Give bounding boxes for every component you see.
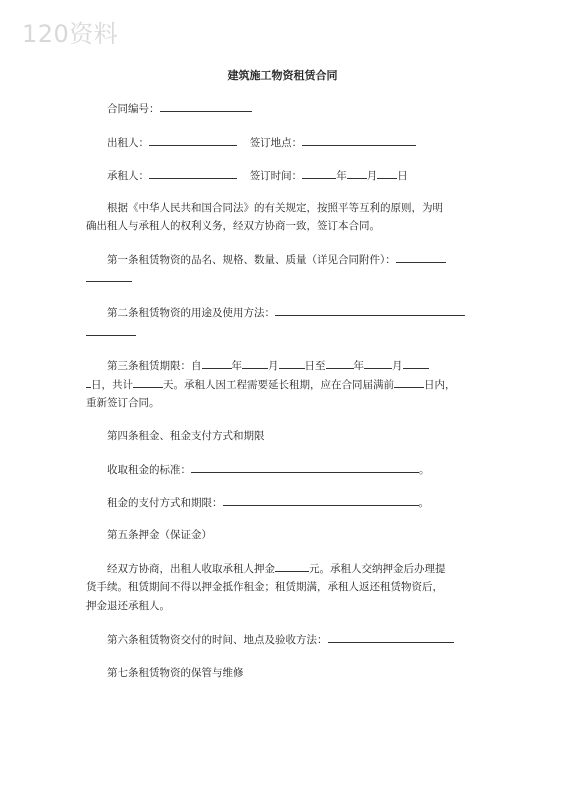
month-char: 月 xyxy=(366,170,378,182)
article-3-line-3: 重新签订合同。 xyxy=(86,397,160,409)
article-6-blank xyxy=(328,631,454,643)
sign-time-label: 签订时间： xyxy=(249,170,303,182)
lessor-line xyxy=(86,134,511,151)
art3-extend-days-blank xyxy=(394,376,424,388)
article-3-line-2 xyxy=(86,376,490,393)
deposit-line-1 xyxy=(86,560,511,577)
rent-standard-line xyxy=(86,461,511,478)
article-3-text-b: 日，共计 xyxy=(91,379,133,391)
art3-from-month-blank xyxy=(242,357,268,369)
watermark-text: 120资料 xyxy=(22,20,119,48)
article-6-text: 第六条租赁物资交付的时间、地点及验收方法： xyxy=(107,634,328,646)
art3-from-day-blank xyxy=(279,357,305,369)
article-2-blank-2 xyxy=(86,324,136,336)
deposit-text-b: 元。承租人交纳押金后办理提 xyxy=(309,563,446,575)
article-1-cont xyxy=(86,270,490,287)
article-2-cont xyxy=(86,324,490,341)
article-1 xyxy=(86,251,511,268)
sign-month-blank xyxy=(347,167,367,179)
article-4-heading: 第四条租金、租金支付方式和期限 xyxy=(107,430,265,442)
deposit-line-2: 货手续。租赁期间不得以押金抵作租金；租赁期满，承租人返还租赁物资后， xyxy=(86,581,443,593)
lessor-blank xyxy=(149,134,237,146)
lessor-label: 出租人： xyxy=(107,137,149,149)
year-char: 年 xyxy=(336,170,347,182)
rent-payment-line xyxy=(86,494,511,511)
rent-standard-blank xyxy=(191,461,419,473)
article-2-text: 第二条租赁物资的用途及使用方法： xyxy=(107,307,275,319)
art3-to-day-blank xyxy=(403,357,429,369)
day-char: 日 xyxy=(397,170,408,182)
rent-payment-blank xyxy=(223,494,419,506)
article-2-blank xyxy=(275,304,465,316)
intro-line-2: 确出租人与承租人的权利义务，经双方协商一致，签订本合同。 xyxy=(86,220,380,232)
rent-payment-label: 租金的支付方式和期限： xyxy=(107,497,223,509)
article-3-text-d: 日内， xyxy=(424,379,456,391)
art3-from-year-blank xyxy=(202,357,232,369)
article-1-blank xyxy=(396,251,446,263)
article-6 xyxy=(86,631,511,648)
sign-year-blank xyxy=(302,167,336,179)
document-title: 建筑施工物资租赁合同 xyxy=(227,69,338,82)
art3-to: 日至 xyxy=(304,360,326,372)
sign-day-blank xyxy=(377,167,397,179)
sign-place-label: 签订地点： xyxy=(249,137,303,149)
sign-place-blank xyxy=(302,134,416,146)
lessee-label: 承租人： xyxy=(107,170,149,182)
lessee-blank xyxy=(149,167,237,179)
contract-number-label: 合同编号： xyxy=(107,103,160,115)
deposit-amount-blank xyxy=(275,560,309,572)
article-3-text-c: 天。承租人因工程需要延长租期，应在合同届满前 xyxy=(163,379,394,391)
lessee-line xyxy=(86,167,511,184)
period-2: 。 xyxy=(418,497,429,509)
article-1-blank-2 xyxy=(86,270,132,282)
article-1-text: 第一条租赁物资的品名、规格、数量、质量（详见合同附件）： xyxy=(107,254,396,266)
art3-year-2: 年 xyxy=(353,360,364,372)
art3-to-month-blank xyxy=(364,357,392,369)
contract-number-line xyxy=(86,100,511,117)
art3-year-1: 年 xyxy=(231,360,242,372)
article-2 xyxy=(86,304,511,321)
deposit-text-a: 经双方协商，出租人收取承租人押金 xyxy=(107,563,275,575)
article-3 xyxy=(86,357,511,374)
article-7-heading: 第七条租赁物资的保管与维修 xyxy=(107,667,244,679)
article-5-heading: 第五条押金（保证金） xyxy=(107,529,212,541)
intro-line-1: 根据《中华人民共和国合同法》的有关规定，按照平等互利的原则，为明 xyxy=(107,202,443,214)
deposit-line-3: 押金退还承租人。 xyxy=(86,600,170,612)
contract-number-blank xyxy=(160,100,252,112)
art3-days-blank xyxy=(133,376,163,388)
rent-standard-label: 收取租金的标准： xyxy=(107,464,191,476)
art3-month-1: 月 xyxy=(268,360,279,372)
article-3-text-a: 第三条租赁期限：自 xyxy=(107,360,202,372)
art3-to-year-blank xyxy=(326,357,354,369)
art3-month-2: 月 xyxy=(392,360,403,372)
period-1: 。 xyxy=(419,464,430,476)
